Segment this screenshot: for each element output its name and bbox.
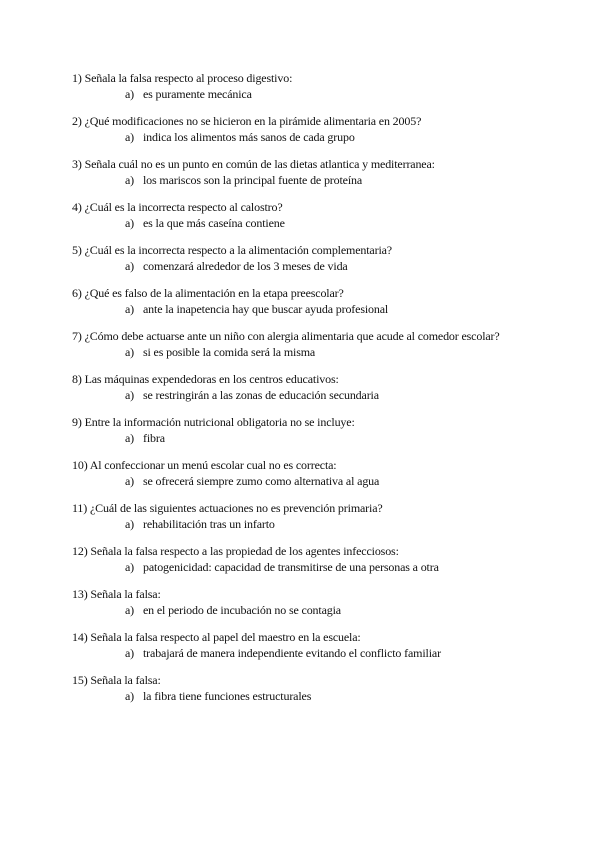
question-line (72, 200, 592, 214)
question-item (72, 200, 592, 243)
answer-line (72, 216, 592, 230)
question-number: 7) (72, 329, 82, 343)
question-line (72, 415, 592, 429)
question-item (72, 501, 592, 544)
question-number: 15) (72, 673, 88, 687)
answer-line (72, 603, 592, 617)
option-letter: a) (125, 388, 135, 402)
answer-text: se ofrecerá siempre zumo como alternativa al agua (143, 474, 380, 488)
answer-line (72, 431, 592, 445)
answer-line (72, 517, 592, 531)
answer-line (72, 130, 592, 144)
answer-text: se restringirán a las zonas de educación secundaria (143, 388, 379, 402)
question-text: ¿Qué es falso de la alimentación en la etapa preescolar? (84, 286, 344, 300)
option-letter: a) (125, 345, 135, 359)
answer-text: indica los alimentos más sanos de cada grupo (143, 130, 355, 144)
question-text: Entre la información nutricional obligatoria no se incluye: (84, 415, 355, 429)
option-letter: a) (125, 173, 135, 187)
question-item (72, 458, 592, 501)
answer-text: rehabilitación tras un infarto (143, 517, 275, 531)
question-number: 14) (72, 630, 88, 644)
question-item (72, 114, 592, 157)
question-line (72, 673, 592, 687)
question-line (72, 372, 592, 386)
question-number: 11) (72, 501, 88, 515)
question-line (72, 587, 592, 601)
question-line (72, 630, 592, 644)
question-text: Señala la falsa: (90, 673, 161, 687)
question-line (72, 329, 592, 343)
option-letter: a) (125, 560, 135, 574)
answer-text: comenzará alrededor de los 3 meses de vida (143, 259, 348, 273)
question-text: ¿Cómo debe actuarse ante un niño con alergia alimentaria que acude al comedor escolar? (84, 329, 500, 343)
answer-text: fibra (143, 431, 165, 445)
option-letter: a) (125, 259, 135, 273)
question-item (72, 415, 592, 458)
question-number: 6) (72, 286, 82, 300)
answer-line (72, 560, 592, 574)
question-text: Señala la falsa respecto al proceso digestivo: (84, 71, 293, 85)
question-number: 2) (72, 114, 82, 128)
question-item (72, 630, 592, 673)
option-letter: a) (125, 689, 135, 703)
option-letter: a) (125, 216, 135, 230)
question-text: Señala la falsa respecto al papel del maestro en la escuela: (90, 630, 361, 644)
question-text: Al confeccionar un menú escolar cual no es correcta: (89, 458, 337, 472)
question-number: 1) (72, 71, 82, 85)
question-item (72, 243, 592, 286)
question-text: ¿Qué modificaciones no se hicieron en la pirámide alimentaria en 2005? (84, 114, 422, 128)
question-text: Señala la falsa: (90, 587, 161, 601)
question-item (72, 587, 592, 630)
question-text: Señala cuál no es un punto en común de las dietas atlantica y mediterranea: (84, 157, 435, 171)
answer-text: ante la inapetencia hay que buscar ayuda profesional (143, 302, 389, 316)
question-line (72, 458, 592, 472)
question-number: 4) (72, 200, 82, 214)
question-item (72, 71, 592, 114)
option-letter: a) (125, 87, 135, 101)
question-text: Las máquinas expendedoras en los centros educativos: (84, 372, 339, 386)
question-text: ¿Cuál es la incorrecta respecto a la alimentación complementaria? (84, 243, 392, 257)
answer-text: si es posible la comida será la misma (143, 345, 316, 359)
question-number: 9) (72, 415, 82, 429)
question-item (72, 329, 592, 372)
answer-text: es la que más caseína contiene (143, 216, 285, 230)
answer-line (72, 345, 592, 359)
question-number: 12) (72, 544, 88, 558)
question-number: 8) (72, 372, 82, 386)
question-item (72, 157, 592, 200)
answer-text: patogenicidad: capacidad de transmitirse de una personas a otra (143, 560, 439, 574)
answer-text: trabajará de manera independiente evitando el conflicto familiar (143, 646, 441, 660)
answer-text: en el periodo de incubación no se contagia (143, 603, 341, 617)
question-number: 3) (72, 157, 82, 171)
option-letter: a) (125, 517, 135, 531)
question-line (72, 243, 592, 257)
question-text: ¿Cuál de las siguientes actuaciones no es prevención primaria? (89, 501, 383, 515)
answer-line (72, 302, 592, 316)
question-item (72, 286, 592, 329)
question-item (72, 673, 592, 716)
question-text: ¿Cuál es la incorrecta respecto al calostro? (84, 200, 283, 214)
answer-line (72, 87, 592, 101)
option-letter: a) (125, 474, 135, 488)
question-item (72, 544, 592, 587)
answer-line (72, 646, 592, 660)
question-line (72, 501, 592, 515)
question-line (72, 157, 592, 171)
question-number: 10) (72, 458, 88, 472)
question-line (72, 71, 592, 85)
answer-line (72, 173, 592, 187)
answer-text: es puramente mecánica (143, 87, 252, 101)
answer-line (72, 259, 592, 273)
option-letter: a) (125, 302, 135, 316)
option-letter: a) (125, 603, 135, 617)
option-letter: a) (125, 646, 135, 660)
answer-text: la fibra tiene funciones estructurales (143, 689, 312, 703)
option-letter: a) (125, 130, 135, 144)
question-line (72, 544, 592, 558)
question-number: 5) (72, 243, 82, 257)
answer-line (72, 689, 592, 703)
question-line (72, 114, 592, 128)
answer-line (72, 388, 592, 402)
question-line (72, 286, 592, 300)
question-list (72, 71, 592, 716)
question-number: 13) (72, 587, 88, 601)
option-letter: a) (125, 431, 135, 445)
answer-text: los mariscos son la principal fuente de proteína (143, 173, 363, 187)
question-text: Señala la falsa respecto a las propiedad de los agentes infecciosos: (90, 544, 399, 558)
answer-line (72, 474, 592, 488)
question-item (72, 372, 592, 415)
